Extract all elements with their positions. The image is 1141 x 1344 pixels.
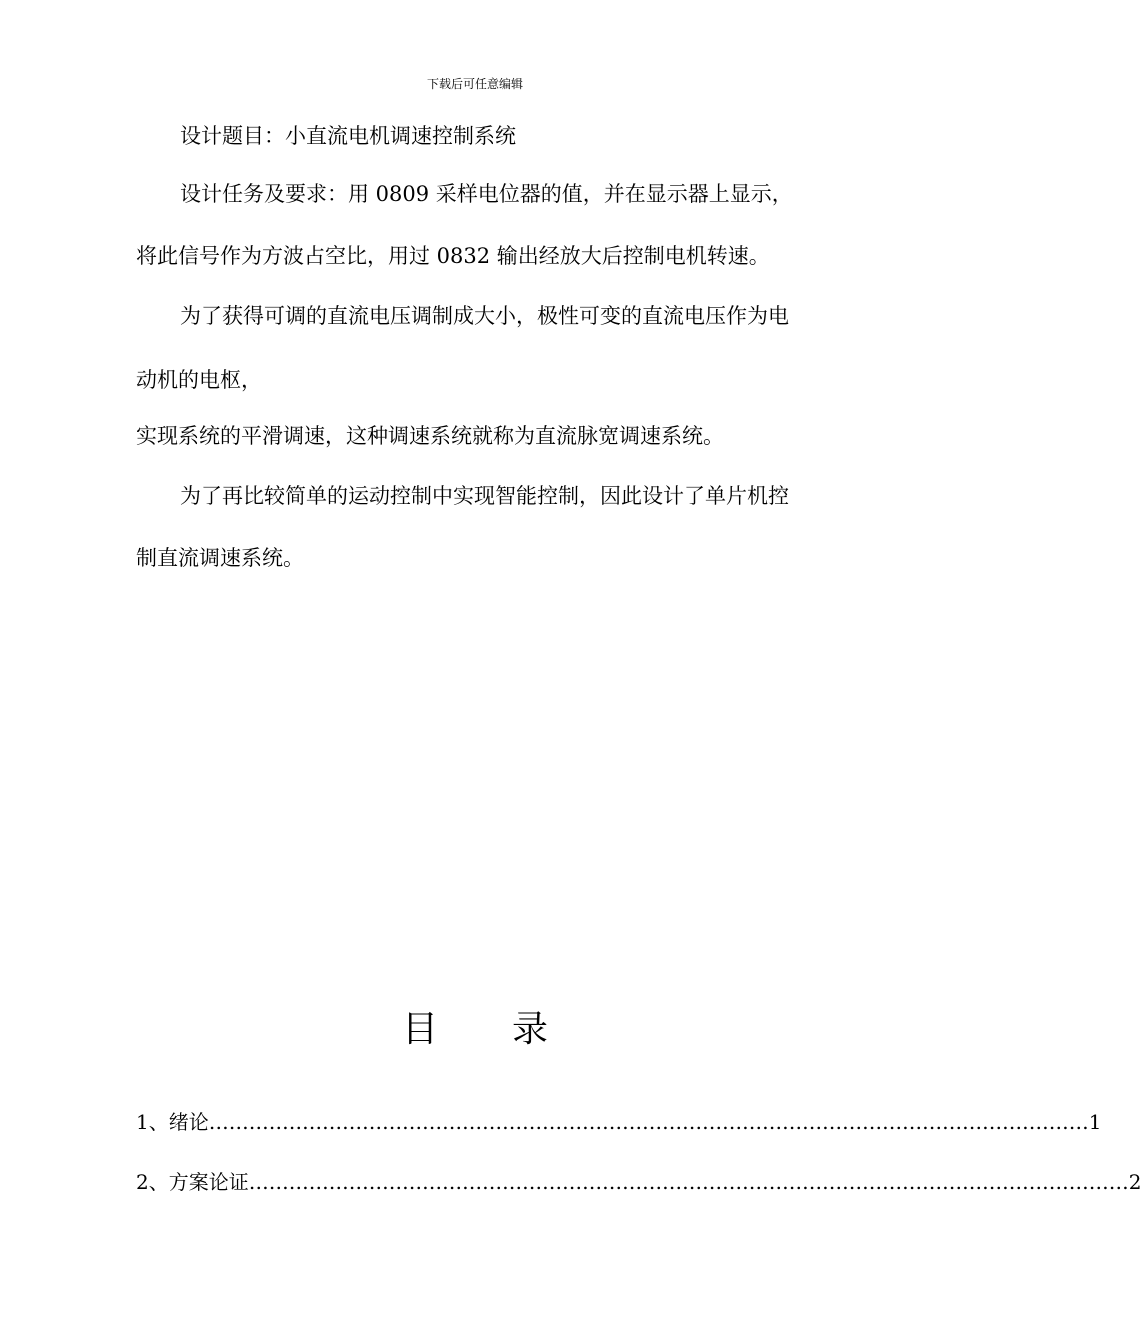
paragraph-line-2: 动机的电枢， <box>136 368 262 392</box>
toc-entry-label: 1、绪论 <box>136 1110 209 1134</box>
toc-entry-page: 1 <box>1088 1110 1102 1134</box>
header-note: 下载后可任意编辑 <box>426 77 523 91</box>
design-title-line: 设计题目：小直流电机调速控制系统 <box>180 124 516 148</box>
requirements-line-2: 将此信号作为方波占空比，用过 0832 输出经放大后控制电机转速。 <box>136 244 770 268</box>
paragraph-line-3: 实现系统的平滑调速，这种调速系统就称为直流脉宽调速系统。 <box>136 424 724 448</box>
toc-leader-dots: …………………………………………………………………………………………………………………… <box>208 1110 1089 1134</box>
toc-title-right: 录 <box>512 1009 549 1050</box>
toc-entry-label: 2、方案论证 <box>136 1170 249 1194</box>
toc-entry-page: 2 <box>1128 1170 1141 1194</box>
paragraph-line-1: 为了获得可调的直流电压调制成大小，极性可变的直流电压作为电 <box>180 304 789 328</box>
toc-title <box>0 1006 950 1054</box>
toc-title-left: 目 <box>401 1009 438 1050</box>
requirements-line-1: 设计任务及要求：用 0809 采样电位器的值，并在显示器上显示， <box>180 182 793 206</box>
paragraph-line-5: 制直流调速系统。 <box>136 546 304 570</box>
toc-leader-dots: …………………………………………………………………………………………………………………… <box>248 1170 1129 1194</box>
paragraph-line-4: 为了再比较简单的运动控制中实现智能控制，因此设计了单片机控 <box>180 484 789 508</box>
toc-entry[interactable] <box>136 1168 1141 1196</box>
toc-entry[interactable] <box>136 1108 1102 1136</box>
